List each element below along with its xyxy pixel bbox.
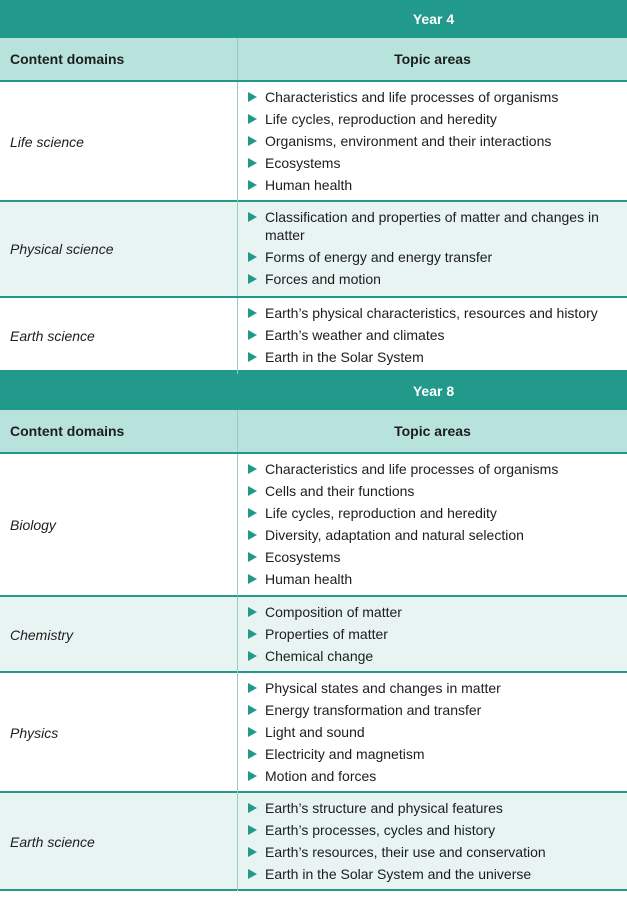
topic-list [237,298,627,374]
topic-item [248,767,623,785]
topic-item [248,603,623,621]
bullet-arrow-icon [248,252,257,262]
topic-item [248,701,623,719]
topic-text: Organisms, environment and their interactions [265,133,552,149]
bullet-arrow-icon [248,158,257,168]
bullet-arrow-icon [248,574,257,584]
section-title-text: Year 8 [412,383,455,399]
table-row [0,202,627,298]
topic-list [237,454,627,596]
topic-item [248,176,623,194]
bullet-arrow-icon [248,771,257,781]
topic-item [248,326,623,344]
bullet-arrow-icon [248,274,257,284]
topic-text: Cells and their functions [265,483,415,499]
bullet-arrow-icon [248,92,257,102]
content-domain: Earth science [10,834,95,850]
bullet-arrow-icon [248,705,257,715]
content-domain: Physics [10,725,59,741]
column-header-topics: Topic areas [237,410,627,452]
topic-text: Diversity, adaptation and natural selection [265,527,524,543]
topic-list [237,793,627,891]
bullet-arrow-icon [248,749,257,759]
table-row [0,597,627,673]
content-domain: Physical science [10,241,114,257]
topic-text: Characteristics and life processes of organisms [265,89,559,105]
table-row [0,454,627,597]
topic-text: Light and sound [265,724,365,740]
topic-text: Earth’s structure and physical features [265,800,503,816]
topic-item [248,110,623,128]
topic-text: Properties of matter [265,626,388,642]
topic-list [237,82,627,202]
bullet-arrow-icon [248,607,257,617]
table-row [0,673,627,793]
topic-text: Human health [265,571,353,587]
topic-text: Earth’s weather and climates [265,327,445,343]
bullet-arrow-icon [248,114,257,124]
topic-text: Earth’s resources, their use and conservation [265,844,546,860]
topic-item [248,570,623,588]
topic-text: Composition of matter [265,604,402,620]
bullet-arrow-icon [248,486,257,496]
topic-list [237,673,627,793]
section-title [0,372,627,410]
topic-item [248,625,623,643]
bullet-arrow-icon [248,869,257,879]
bullet-arrow-icon [248,651,257,661]
topic-item [248,88,623,106]
bullet-arrow-icon [248,683,257,693]
topic-text: Characteristics and life processes of organisms [265,461,559,477]
column-header-row [0,38,627,82]
topic-item [248,154,623,172]
column-header-domains: Content domains [10,423,125,439]
bullet-arrow-icon [248,308,257,318]
bullet-arrow-icon [248,330,257,340]
topic-text: Life cycles, reproduction and heredity [265,505,497,521]
column-header-topics: Topic areas [237,38,627,80]
topic-item [248,248,623,266]
topic-item [248,504,623,522]
content-domain: Earth science [10,328,95,344]
topic-text: Ecosystems [265,155,341,171]
topic-text: Physical states and changes in matter [265,680,501,696]
topic-item [248,348,623,366]
topic-item [248,679,623,697]
bullet-arrow-icon [248,180,257,190]
topic-item [248,647,623,665]
topic-text: Earth in the Solar System and the universe [265,866,532,882]
bullet-arrow-icon [248,629,257,639]
bullet-arrow-icon [248,352,257,362]
topic-text: Energy transformation and transfer [265,702,482,718]
topic-item [248,843,623,861]
topic-item [248,270,623,288]
topic-text: Classification and properties of matter and changes in matter [265,209,599,243]
topic-text: Earth’s processes, cycles and history [265,822,496,838]
bullet-arrow-icon [248,136,257,146]
bullet-arrow-icon [248,464,257,474]
content-domain: Chemistry [10,627,74,643]
topic-item [248,304,623,322]
topic-text: Forms of energy and energy transfer [265,249,493,265]
bullet-arrow-icon [248,847,257,857]
topic-text: Human health [265,177,353,193]
column-header-row [0,410,627,454]
topic-list [237,597,627,673]
topic-item [248,482,623,500]
bullet-arrow-icon [248,825,257,835]
section-title-text: Year 4 [412,11,455,27]
topic-text: Life cycles, reproduction and heredity [265,111,497,127]
topic-item [248,132,623,150]
topic-text: Chemical change [265,648,374,664]
topic-item [248,865,623,883]
topic-text: Electricity and magnetism [265,746,425,762]
topic-list [237,202,627,296]
topic-item [248,526,623,544]
content-domain: Life science [10,134,84,150]
bullet-arrow-icon [248,803,257,813]
topic-text: Earth’s physical characteristics, resources and history [265,305,598,321]
topic-text: Motion and forces [265,768,377,784]
content-domain: Biology [10,517,56,533]
bullet-arrow-icon [248,530,257,540]
topic-item [248,745,623,763]
topic-text: Ecosystems [265,549,341,565]
topic-item [248,799,623,817]
topic-item [248,548,623,566]
topic-item [248,723,623,741]
table-row [0,793,627,891]
topic-item [248,821,623,839]
section-title [0,0,627,38]
table-row [0,82,627,202]
bullet-arrow-icon [248,212,257,222]
bullet-arrow-icon [248,552,257,562]
topic-item [248,460,623,478]
column-header-domains: Content domains [10,51,125,67]
bullet-arrow-icon [248,727,257,737]
table-row [0,298,627,372]
topic-text: Earth in the Solar System [265,349,424,365]
topic-item [248,208,623,244]
bullet-arrow-icon [248,508,257,518]
topic-text: Forces and motion [265,271,381,287]
